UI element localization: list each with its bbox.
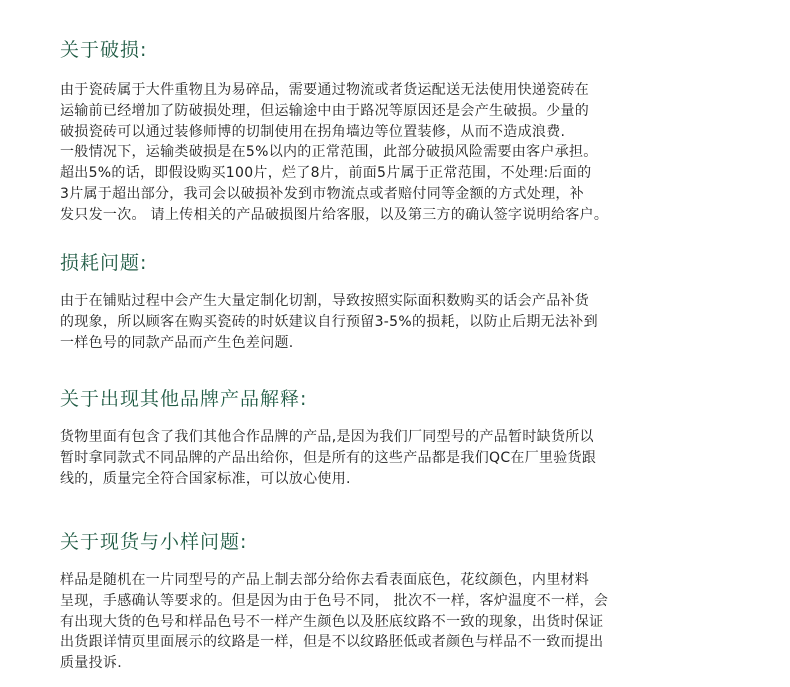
body-line: 一般情况下，运输类破损是在5%以内的正常范围，此部分破损风险需要由客户承担。: [60, 144, 598, 161]
body-line: 货物里面有包含了我们其他合作品牌的产品,是因为我们厂同型号的产品暂时缺货所以: [60, 429, 594, 445]
body-line: 呈现，手感确认等要求的。但是因为由于色号不同， 批次不一样，客炉温度不一样，会: [60, 592, 609, 609]
body-line: 样品是随机在一片同型号的产品上制去部分给你去看表面底色，花纹颜色，内里材料: [60, 572, 590, 588]
section-wastage: [60, 251, 760, 351]
section-heading: 关于破损:: [60, 39, 148, 61]
section-body: [60, 291, 598, 353]
body-line: 质量投诉.: [60, 655, 122, 672]
body-line: 的现象，所以顾客在购买瓷砖的时妖建议自行预留3-5%的损耗，以防止后期无法补到: [60, 313, 598, 330]
section-heading: 关于出现其他品牌产品解释:: [60, 388, 308, 410]
section-stock-samples: [60, 530, 760, 672]
body-line: 由于在铺贴过程中会产生大量定制化切割，导致按照实际面积数购买的话会产品补货: [60, 293, 590, 309]
body-line: 破损瓷砖可以通过装修师博的切制使用在拐角墙边等位置装修，从而不造成浪费.: [60, 123, 566, 140]
section-body: [60, 427, 596, 489]
section-heading: 关于现货与小样问题:: [60, 531, 248, 553]
body-line: 一样色号的同款产品而产生色差问题.: [60, 334, 294, 351]
section-body: [60, 80, 608, 226]
body-line: 运输前已经增加了防破损处理，但运输途中由于路况等原因还是会产生破损。少量的: [60, 102, 590, 119]
body-line: 3片属于超出部分，我司会以破损补发到市物流点或者赔付同等金额的方式处理，补: [60, 185, 585, 202]
section-heading: 损耗问题:: [60, 252, 148, 274]
body-line: 超出5%的话，即假设购买100片，烂了8片，前面5片属于正常范围，不处理:后面的: [60, 165, 592, 182]
body-line: 出货跟详情页里面展示的纹路是一样，但是不以纹路胚低或者颜色与样品不一致而提出: [60, 634, 604, 651]
body-line: 暂时拿同款式不同品牌的产品出给你，但是所有的这些产品都是我们QC在厂里验货跟: [60, 449, 597, 466]
body-line: 发只发一次。 请上传相关的产品破损图片给客服，以及第三方的确认签字说明给客户。: [60, 206, 609, 223]
body-line: 线的，质量完全符合国家标准，可以放心使用.: [60, 470, 351, 487]
section-body: [60, 570, 608, 674]
body-line: 有出现大货的色号和样品色号不一样产生颜色以及胚底纹路不一致的现象，出货时保证: [60, 613, 604, 630]
body-line: 由于瓷砖属于大件重物且为易碎品，需要通过物流或者货运配送无法使用快递瓷砖在: [60, 82, 590, 98]
section-breakage: [60, 38, 760, 223]
section-other-brands: [60, 387, 760, 487]
